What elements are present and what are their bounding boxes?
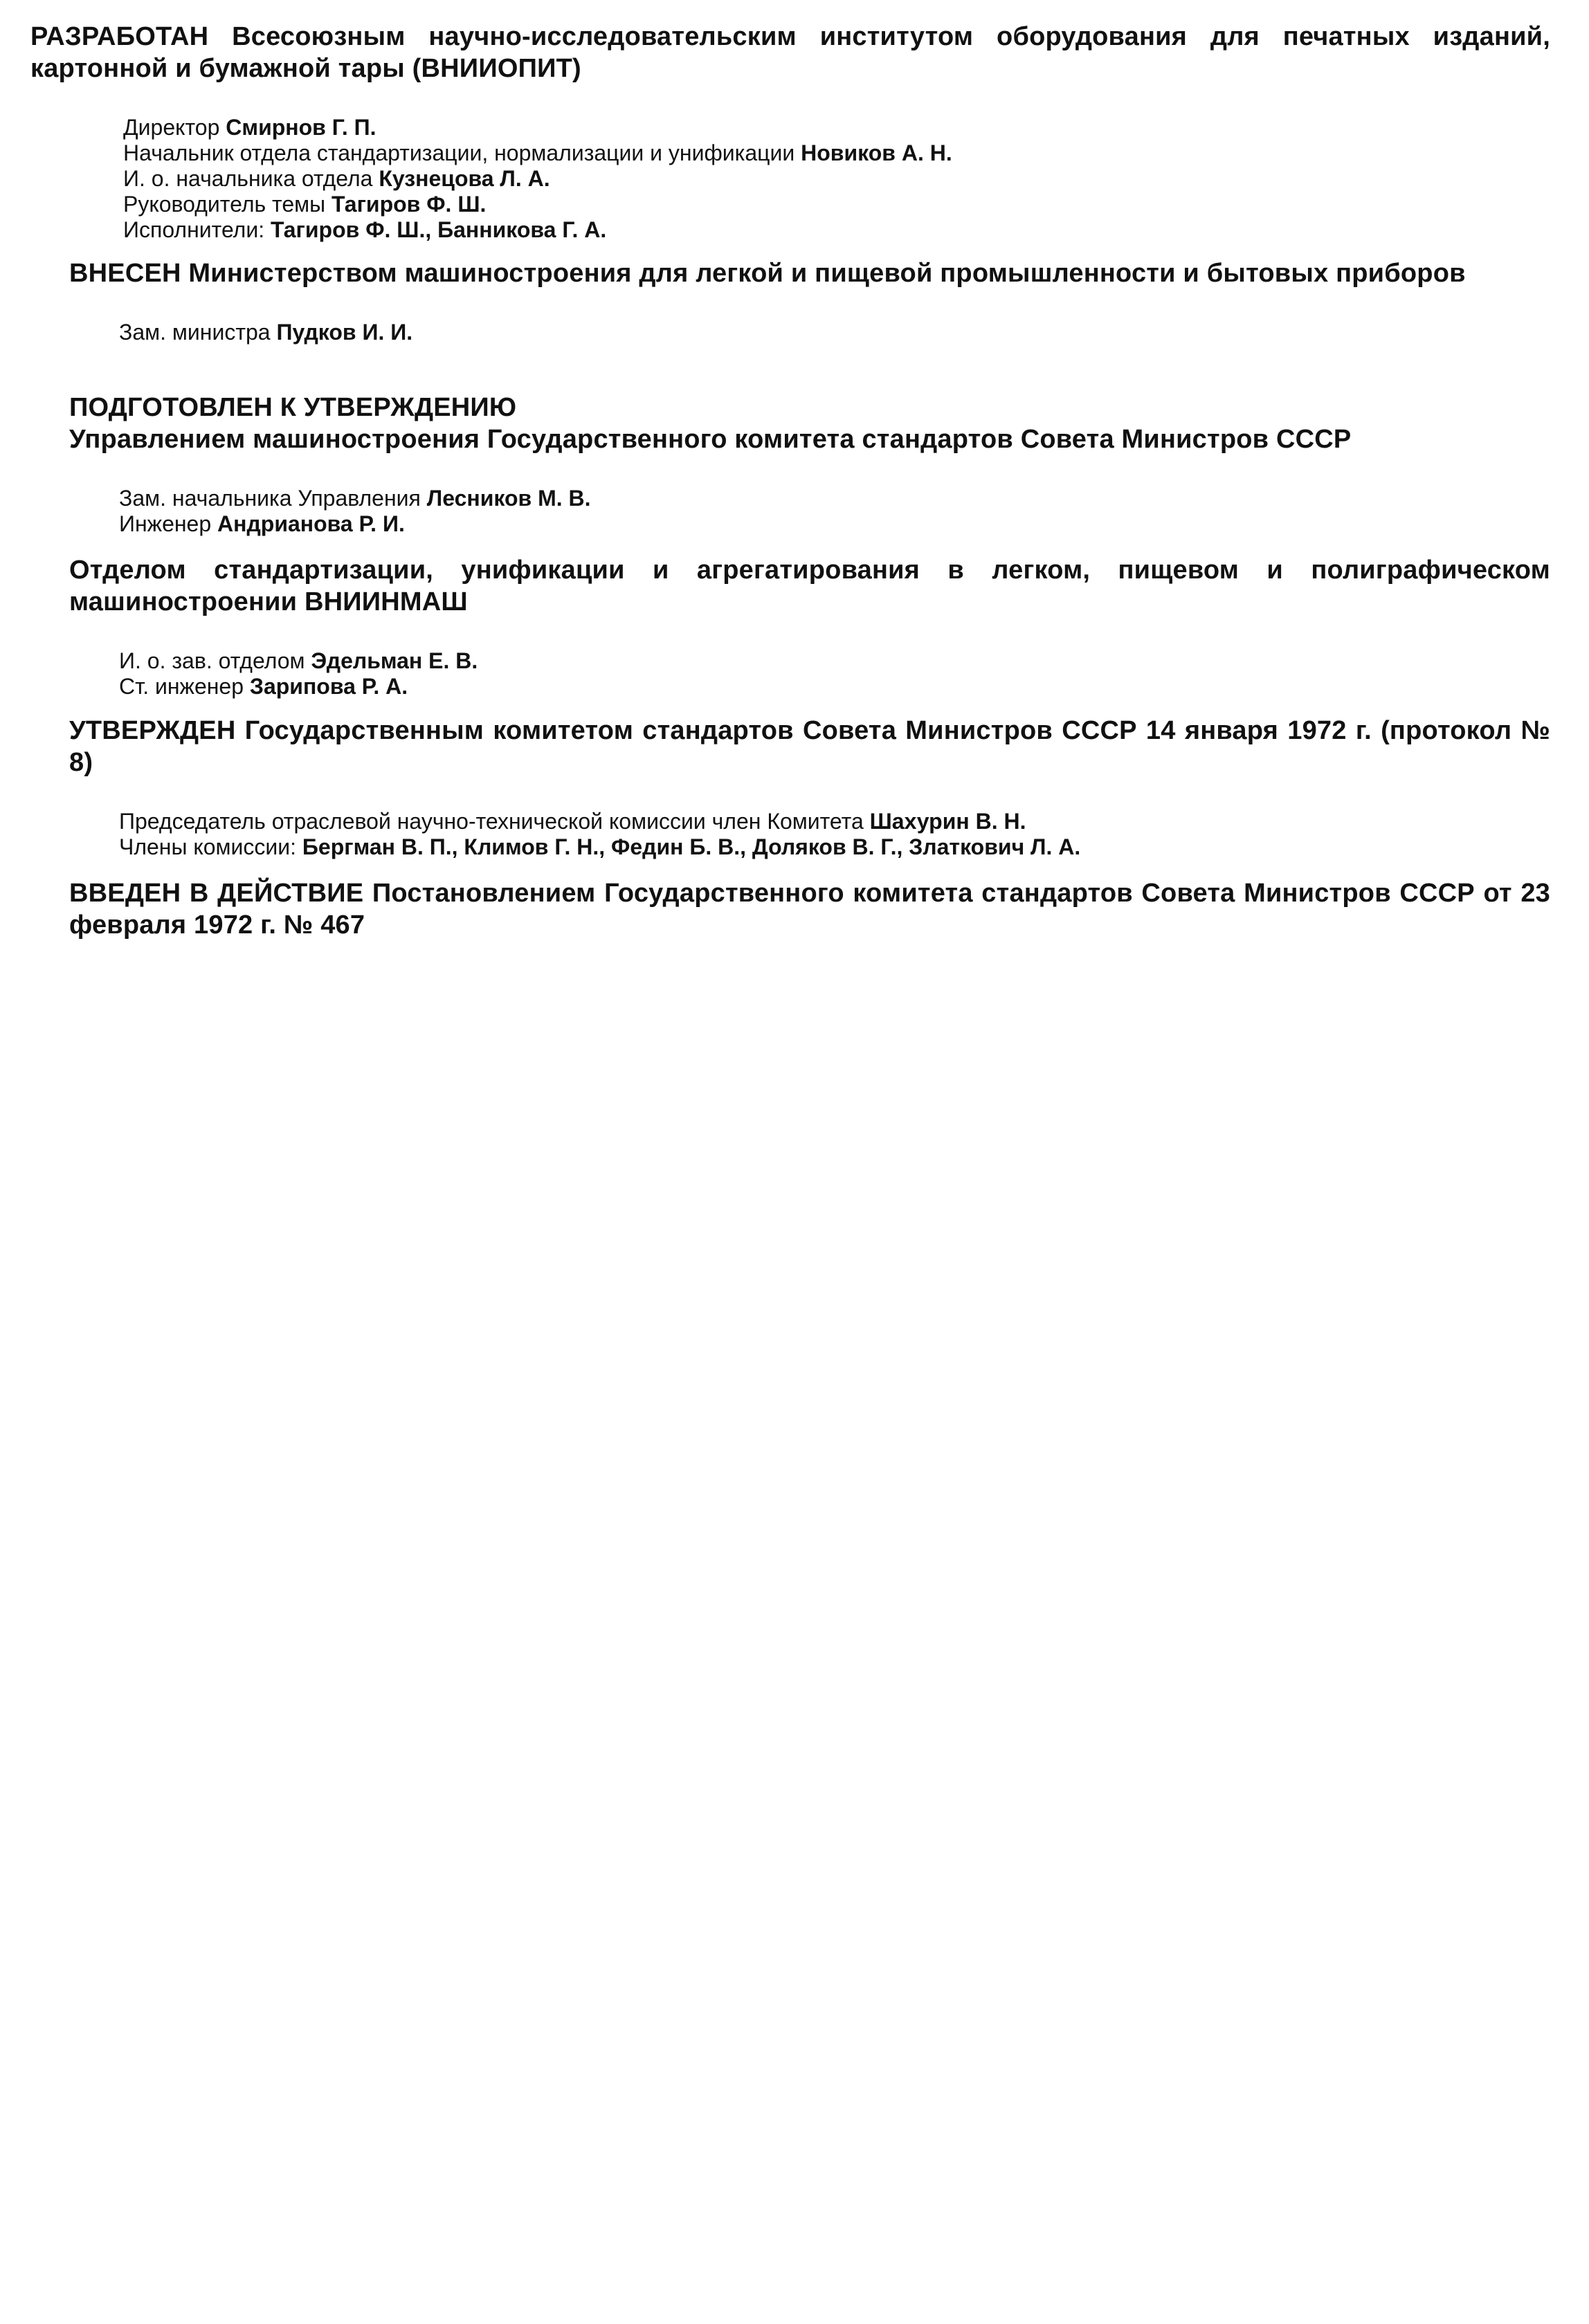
- section-text: Управлением машиностроения Государственного комитета стандартов Совета Министров СССР: [69, 425, 1352, 454]
- person-name: Тагиров Ф. Ш.: [332, 192, 487, 217]
- person-name: Эдельман Е. В.: [311, 648, 478, 673]
- section-approved-by: [69, 715, 1550, 860]
- person-role: Зам. министра: [119, 320, 277, 345]
- person-line: [123, 115, 1550, 140]
- person-list: [119, 486, 1550, 537]
- person-role: И. о. зав. отделом: [119, 648, 311, 673]
- person-name: Лесников М. В.: [426, 486, 591, 511]
- person-name: Андрианова Р. И.: [217, 511, 405, 536]
- person-role: Директор: [123, 115, 226, 140]
- section-text: Отделом стандартизации, унификации и агрегатирования в легком, пищевом и полиграфическом машиностроении ВНИИНМАШ: [69, 556, 1550, 616]
- section-text: Всесоюзным научно-исследовательским институтом оборудования для печатных изданий, картонной и бумажной тары (ВНИИОПИТ): [30, 22, 1550, 83]
- person-line: [119, 648, 1550, 674]
- person-role: Члены комиссии:: [119, 834, 302, 859]
- person-line: [119, 511, 1550, 537]
- section-prepared-for-approval: [69, 392, 1550, 537]
- person-role: Руководитель темы: [123, 192, 332, 217]
- section-introduced-by: [69, 257, 1550, 345]
- person-role: И. о. начальника отдела: [123, 166, 379, 191]
- person-line: [123, 166, 1550, 192]
- person-name: Бергман В. П., Климов Г. Н., Федин Б. В., Доляков В. Г., Златкович Л. А.: [302, 834, 1081, 859]
- person-line: [123, 192, 1550, 217]
- section-heading: [69, 257, 1550, 289]
- section-keyword: ВВЕДЕН В ДЕЙСТВИЕ: [69, 879, 364, 908]
- section-text: Министерством машиностроения для легкой и пищевой промышленности и бытовых приборов: [181, 259, 1466, 288]
- section-keyword: РАЗРАБОТАН: [30, 22, 209, 51]
- person-line: [119, 486, 1550, 511]
- person-role: Зам. начальника Управления: [119, 486, 427, 511]
- section-heading: [69, 554, 1550, 618]
- person-role: Начальник отдела стандартизации, нормализации и унификации: [123, 140, 801, 165]
- section-developed-by: [30, 21, 1550, 243]
- person-name: Пудков И. И.: [276, 320, 413, 345]
- section-heading: [30, 21, 1550, 84]
- section-keyword: УТВЕРЖДЕН: [69, 716, 236, 745]
- person-list: [119, 320, 1550, 345]
- person-line: [119, 674, 1550, 699]
- person-list: [123, 115, 1550, 243]
- person-line: [123, 217, 1550, 243]
- person-role: Ст. инженер: [119, 674, 250, 699]
- person-role: Исполнители:: [123, 217, 271, 242]
- person-line: [119, 834, 1550, 860]
- section-put-into-effect: [69, 877, 1550, 941]
- person-name: Новиков А. Н.: [801, 140, 952, 165]
- section-heading: [69, 392, 1550, 455]
- section-text: Постановлением Государственного комитета стандартов Совета Министров СССР от 23 февраля 1972 г. № 467: [69, 879, 1550, 940]
- person-name: Смирнов Г. П.: [226, 115, 376, 140]
- person-list: [119, 809, 1550, 860]
- person-name: Зарипова Р. А.: [249, 674, 408, 699]
- section-heading: [69, 715, 1550, 778]
- section-keyword: ПОДГОТОВЛЕН К УТВЕРЖДЕНИЮ: [69, 393, 517, 422]
- person-line: [123, 140, 1550, 166]
- section-keyword: ВНЕСЕН: [69, 259, 181, 288]
- person-line: [119, 320, 1550, 345]
- person-role: Председатель отраслевой научно-технической комиссии член Комитета: [119, 809, 870, 834]
- person-line: [119, 809, 1550, 834]
- section-heading: [69, 877, 1550, 941]
- person-role: Инженер: [119, 511, 218, 536]
- person-list: [119, 648, 1550, 699]
- section-text: Государственным комитетом стандартов Совета Министров СССР 14 января 1972 г. (протокол № 8): [69, 716, 1550, 777]
- person-name: Кузнецова Л. А.: [379, 166, 550, 191]
- person-name: Тагиров Ф. Ш., Банникова Г. А.: [271, 217, 607, 242]
- section-department: [69, 554, 1550, 699]
- person-name: Шахурин В. Н.: [869, 809, 1026, 834]
